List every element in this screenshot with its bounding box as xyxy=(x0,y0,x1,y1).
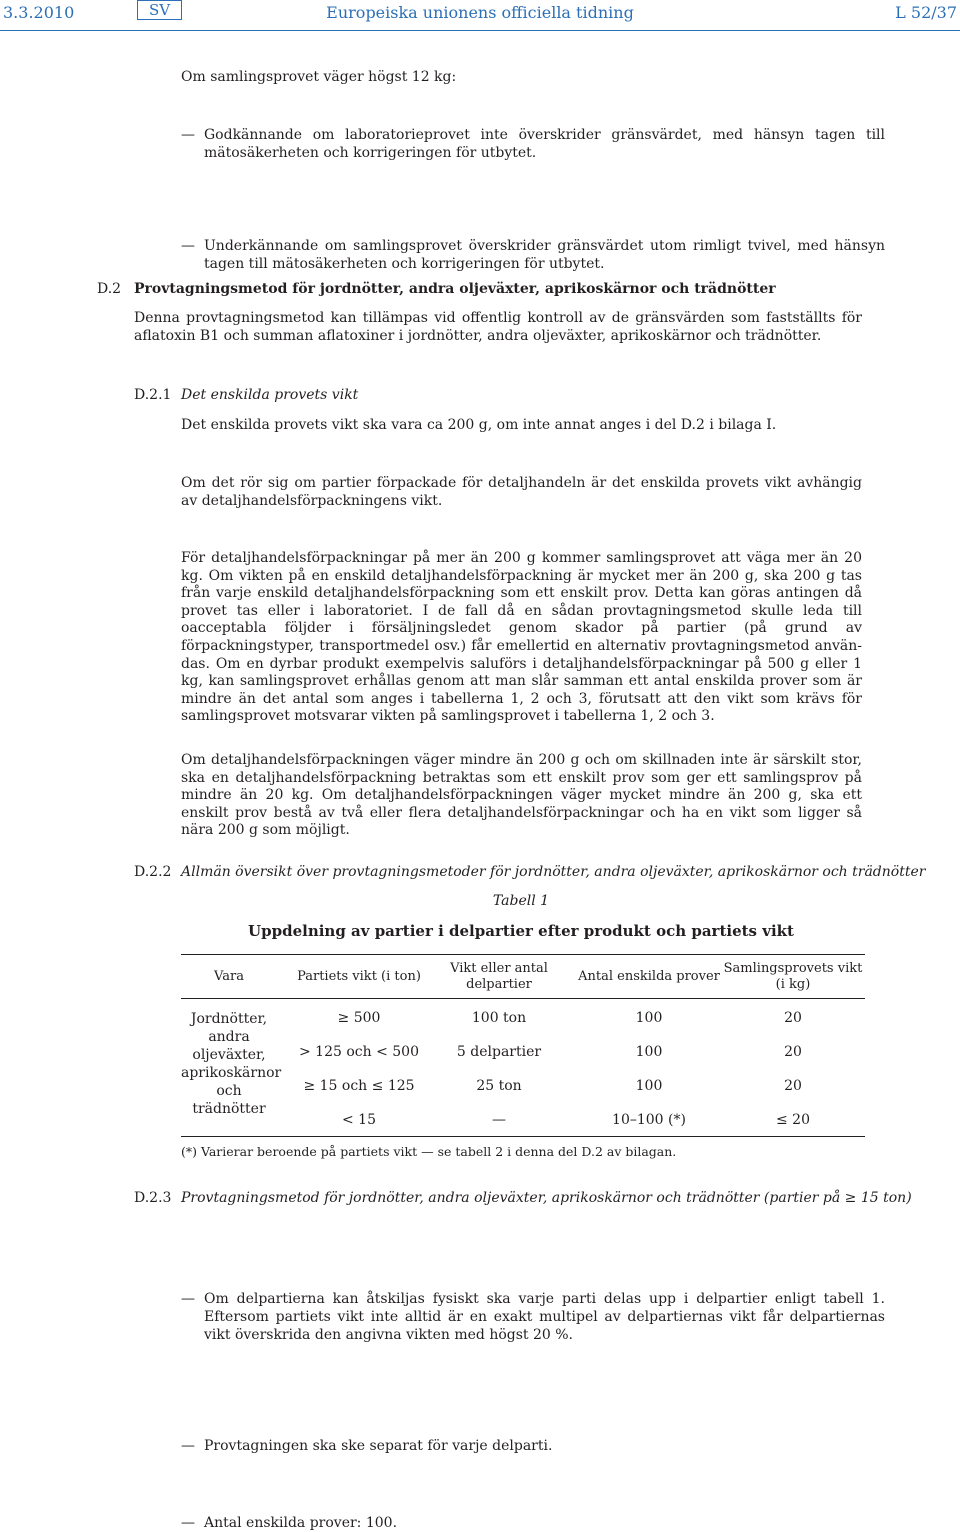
section-d23-number: D.2.3 xyxy=(134,1190,172,1206)
d21-paragraph-3: För detaljhandelsförpackningar på mer än 200 g kommer samlingsprovet att väga mer än 20 kg. Om vikten på en enskild detaljhandelsförpackning är mycket mer än 200 g, ska 200 g tas från varje enskild detaljhandelsförpackning som ett enskilt prov. Detta kan göras antingen då provet tas eller i laboratoriet. I de fall då en sådan provtagningsmetod skulle leda till oacceptabla följder i försäljningsledet genom skador på partier (på grund av förpackningstyper, transportmedel osv.) får emellertid en alternativ provtagningsmetod användas. Om en dyrbar produkt exempelvis saluförs i detaljhandelsförpackningar på 500 g eller 1 kg, kan samlingsprovet erhållas genom att man slår samman ett antal enskilda prover som är mindre än det antal som anges i tabellerna 1, 2 och 3, förutsatt att den vikt som krävs för samlingsprovet motsvarar vikten på samlingsprovet i tabellerna 1, 2 och 3. xyxy=(181,550,862,725)
header-date: 3.3.2010 xyxy=(3,3,75,22)
header-page-number: L 52/37 xyxy=(895,3,957,22)
d23-item-1 xyxy=(181,1291,885,1344)
section-d22-title: Allmän översikt över provtagningsmetoder för jordnötter, andra oljeväxter, aprikoskärnor och trädnötter xyxy=(181,864,926,880)
dash-marker: — xyxy=(181,127,195,143)
d23-item-2 xyxy=(181,1438,885,1456)
table-cell: 100 xyxy=(635,1010,663,1026)
intro-line: Om samlingsprovet väger högst 12 kg: xyxy=(181,69,457,85)
table-cell: ≤ 20 xyxy=(776,1112,810,1128)
table-cell: < 15 xyxy=(342,1112,376,1128)
dash-marker: — xyxy=(181,1438,195,1455)
table-top-rule xyxy=(181,954,865,955)
journal-title: Europeiska unionens officiella tidning xyxy=(326,3,634,22)
table-cell: 5 delpartier xyxy=(456,1044,542,1060)
table-cell: 10–100 (*) xyxy=(612,1112,686,1128)
table-header-rule xyxy=(181,998,865,999)
table-label: Tabell 1 xyxy=(492,893,550,909)
table-cell: > 125 och < 500 xyxy=(299,1044,419,1060)
intro-item-2-text: Underkännande om samlingsprovet överskrider gränsvärdet utom rimligt tvivel, med hänsyn tagen till mätosäkerheten och korrigeringen för utbytet. xyxy=(204,238,885,272)
dash-marker: — xyxy=(181,1291,195,1308)
intro-item-1 xyxy=(181,127,885,162)
dash-marker: — xyxy=(181,238,195,255)
table-header-antal-prover: Antal enskilda prover xyxy=(578,969,720,984)
table-cell: 100 ton xyxy=(471,1010,527,1026)
d23-item-2-text: Provtagningen ska ske separat för varje delparti. xyxy=(204,1438,553,1455)
table-cell: 20 xyxy=(784,1078,802,1094)
table-cell: ≥ 500 xyxy=(337,1010,381,1026)
table-header-partiets-vikt: Partiets vikt (i ton) xyxy=(297,969,421,984)
d21-paragraph-1: Det enskilda provets vikt ska vara ca 200 g, om inte annat anges i del D.2 i bilaga I. xyxy=(181,417,777,433)
table-header-samlingsprov-vikt: Samlingsprovets vikt (i kg) xyxy=(723,961,863,992)
table-cell: — xyxy=(492,1112,506,1128)
d21-paragraph-4: Om detaljhandelsförpackningen väger mindre än 200 g och om skillnaden inte är särskilt stor, ska en detaljhandelsförpackning betraktas som ett enskilt prov som ger ett samlingsprov på mindre än 20 kg. Om detaljhandelsförpackningen väger mycket mindre än 200 g, ska ett enskilt prov bestå av två eller flera detaljhandelsförpackningar och ha en vikt som ligger så nära 200 g som möjligt. xyxy=(181,752,862,839)
table-cell-vara: Jordnötter, andra oljeväxter, aprikoskärnor och trädnötter xyxy=(181,1011,282,1117)
language-badge: SV xyxy=(137,0,182,20)
section-d2-number: D.2 xyxy=(97,281,122,297)
header-rule xyxy=(0,30,960,31)
section-d23-title: Provtagningsmetod för jordnötter, andra oljeväxter, aprikoskärnor och trädnötter (partier på ≥ 15 ton) xyxy=(181,1190,912,1206)
table-footnote: (*) Varierar beroende på partiets vikt — se tabell 2 i denna del D.2 av bilagan. xyxy=(181,1144,677,1159)
d23-item-1-text: Om delpartierna kan åtskiljas fysiskt ska varje parti delas upp i delpartier enligt tabell 1. Eftersom partiets vikt inte alltid är en exakt multipel av delpartiernas vikt får delpartiernas vikt överskrida den angivna vikten med högst 20 %. xyxy=(204,1291,885,1343)
section-d2-paragraph: Denna provtagningsmetod kan tillämpas vid offentlig kontroll av de gränsvärden som fastställts för aflatoxin B1 och summan aflatoxiner i jordnötter, andra oljeväxter, aprikoskärnor och trädnötter. xyxy=(134,310,862,344)
section-d22-number: D.2.2 xyxy=(134,864,172,880)
table-cell: 20 xyxy=(784,1044,802,1060)
section-d21-number: D.2.1 xyxy=(134,387,172,403)
table-cell: 20 xyxy=(784,1010,802,1026)
d21-paragraph-2: Om det rör sig om partier förpackade för detaljhandeln är det enskilda provets vikt avhängig av detaljhandelsförpackningens vikt. xyxy=(181,475,862,509)
table-cell: 25 ton xyxy=(476,1078,522,1094)
section-d21-title: Det enskilda provets vikt xyxy=(181,387,359,403)
table-cell: 100 xyxy=(635,1078,663,1094)
dash-marker: — xyxy=(181,1514,195,1531)
section-d2-title: Provtagningsmetod för jordnötter, andra oljeväxter, aprikoskärnor och trädnötter xyxy=(134,281,776,297)
d23-item-3-text: Antal enskilda prover: 100. xyxy=(204,1514,398,1531)
table-header-vikt-antal-delpartier: Vikt eller antal delpartier xyxy=(450,961,548,992)
table-bottom-rule xyxy=(181,1136,865,1137)
table-cell: ≥ 15 och ≤ 125 xyxy=(303,1078,415,1094)
intro-item-2 xyxy=(181,238,885,273)
intro-item-1-text: Godkännande om laboratorieprovet inte överskrider gränsvärdet, med hänsyn tagen till mätosäkerheten och korrigeringen för utbytet. xyxy=(204,127,885,161)
table-cell: 100 xyxy=(635,1044,663,1060)
table-header-vara: Vara xyxy=(214,969,244,984)
table-title: Uppdelning av partier i delpartier efter produkt och partiets vikt xyxy=(248,922,794,940)
d23-item-3 xyxy=(181,1515,885,1532)
